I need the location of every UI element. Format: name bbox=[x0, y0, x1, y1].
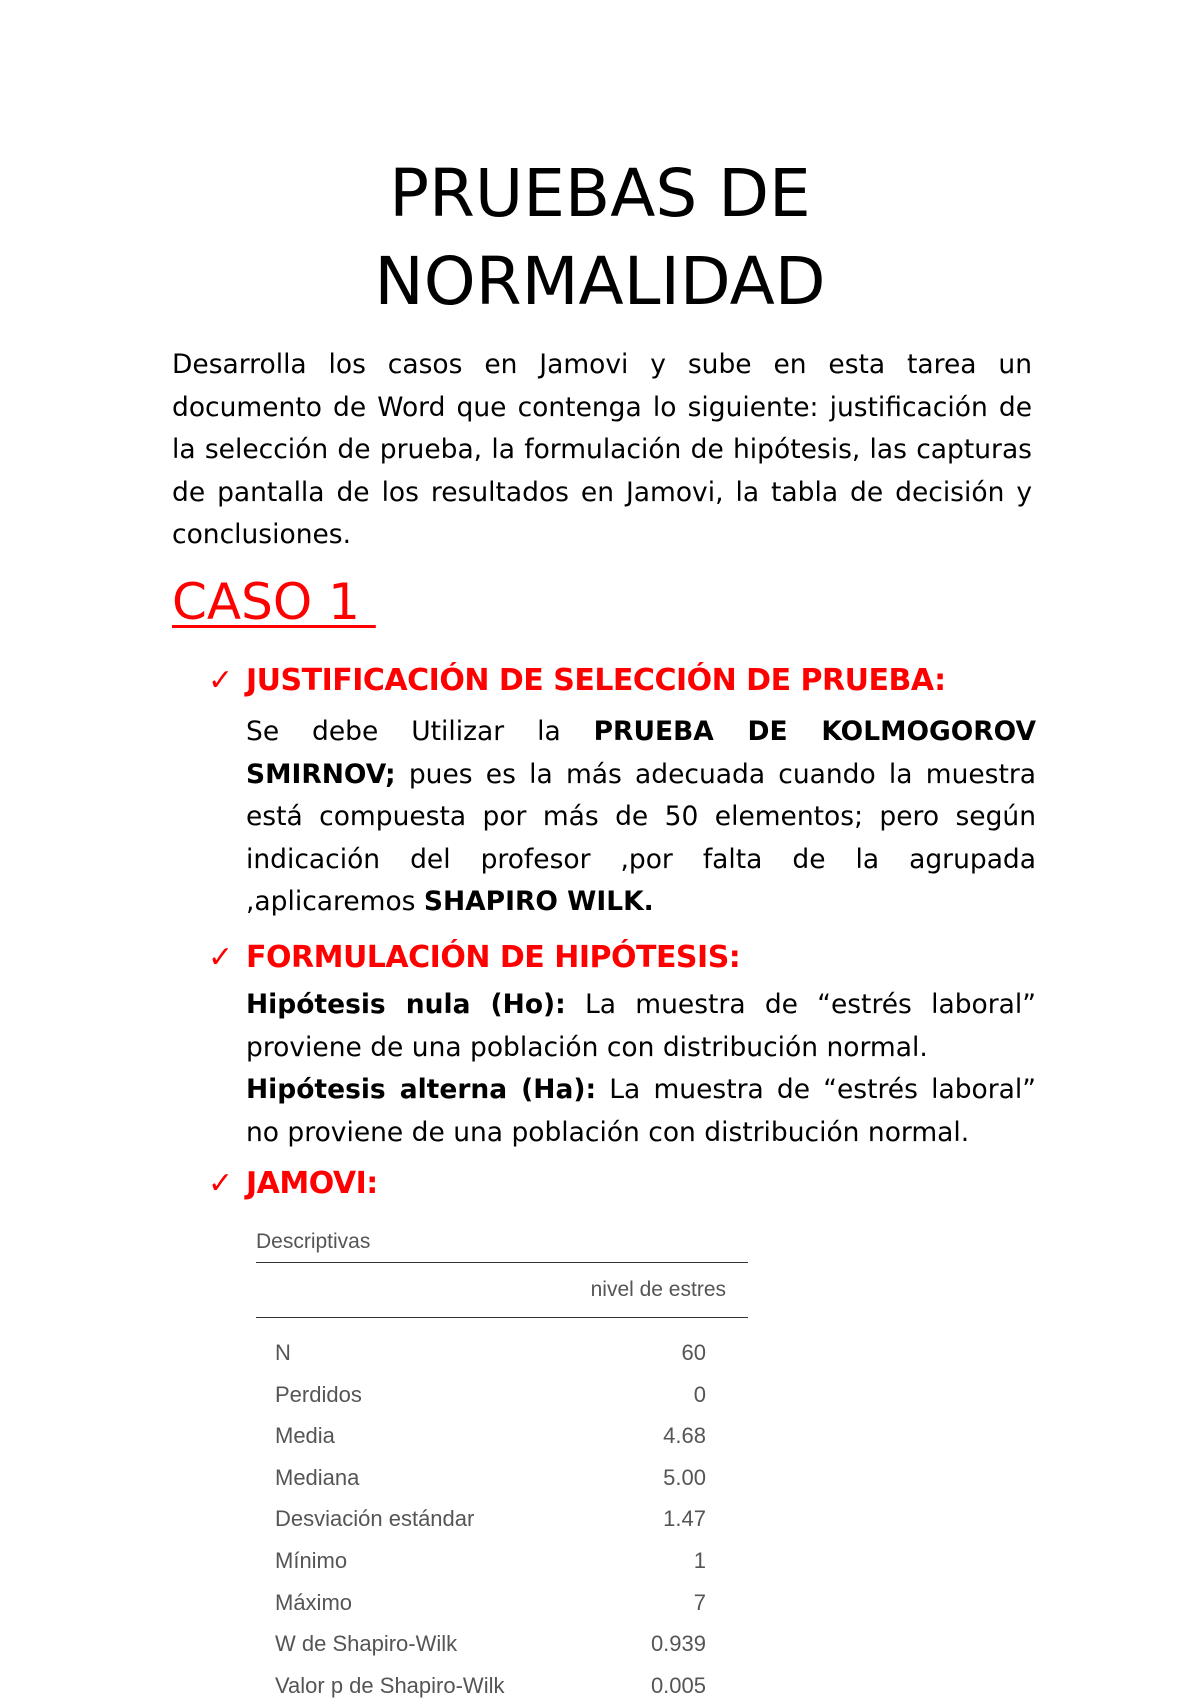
justification-section bbox=[208, 657, 1036, 924]
row-value: 4.68 bbox=[663, 1423, 706, 1449]
hypothesis-heading: FORMULACIÓN DE HIPÓTESIS: bbox=[246, 939, 741, 975]
row-value: 1 bbox=[693, 1547, 706, 1573]
null-hypothesis-text: La muestra de “estrés laboral” proviene de una población con distribución normal. bbox=[246, 989, 1036, 1063]
table-row bbox=[256, 1540, 748, 1582]
kolmogorov-smirnov-bold: PRUEBA DE KOLMOGOROV SMIRNOV; bbox=[246, 716, 1037, 790]
row-value: 0.939 bbox=[650, 1631, 706, 1657]
null-hypothesis bbox=[246, 984, 1036, 1069]
justification-text bbox=[246, 711, 1036, 924]
row-value: 0 bbox=[693, 1381, 706, 1407]
row-label: Media bbox=[275, 1423, 335, 1449]
table-column-header: nivel de estres bbox=[590, 1278, 726, 1301]
intro-paragraph: Desarrolla los casos en Jamovi y sube en esta tarea un documento de Word que contenga lo siguiente: justificación de la selección de prueba, la formulación de hipótesis, las capturas de pantalla de los resultados en Jamovi, la tabla de decisión y conclusiones. bbox=[172, 349, 1032, 550]
justification-text-start: Se debe Utilizar la bbox=[246, 716, 594, 747]
row-label: Mediana bbox=[275, 1464, 360, 1490]
document-title-line-1: PRUEBAS DE bbox=[389, 155, 811, 232]
row-label: W de Shapiro-Wilk bbox=[275, 1631, 458, 1657]
alt-hypothesis-text: La muestra de “estrés laboral” no proviene de una población con distribución normal. bbox=[246, 1074, 1036, 1148]
row-value: 1.47 bbox=[663, 1506, 706, 1532]
table-row bbox=[256, 1332, 748, 1374]
shapiro-wilk-bold: SHAPIRO WILK. bbox=[423, 886, 654, 917]
checkmark-icon: ✓ bbox=[208, 939, 233, 975]
justification-heading: JUSTIFICACIÓN DE SELECCIÓN DE PRUEBA: bbox=[246, 662, 946, 698]
document-title bbox=[0, 150, 1200, 326]
table-title: Descriptivas bbox=[256, 1230, 371, 1253]
document-title-line-2: NORMALIDAD bbox=[374, 243, 826, 320]
table-row bbox=[256, 1665, 748, 1706]
alt-hypothesis bbox=[246, 1069, 1036, 1154]
checkmark-icon: ✓ bbox=[208, 662, 233, 698]
jamovi-heading-row bbox=[208, 1160, 1036, 1206]
justification-text-middle: pues es la más adecuada cuando la muestra está compuesta por más de 50 elementos; pero según indicación del profesor ,por falta de la agrupada ,aplicaremos bbox=[246, 758, 1036, 917]
table-row bbox=[256, 1623, 748, 1665]
row-label: Desviación estándar bbox=[275, 1506, 475, 1532]
row-value: 5.00 bbox=[663, 1464, 706, 1490]
jamovi-section bbox=[208, 1160, 1036, 1206]
jamovi-descriptives-table bbox=[256, 1222, 748, 1706]
hypothesis-text bbox=[246, 984, 1036, 1154]
table-body bbox=[256, 1318, 748, 1706]
alt-hypothesis-label: Hipótesis alterna (Ha): bbox=[246, 1074, 597, 1105]
checkmark-icon: ✓ bbox=[208, 1165, 233, 1201]
null-hypothesis-label: Hipótesis nula (Ho): bbox=[246, 989, 566, 1020]
case-1-heading: CASO 1 bbox=[172, 573, 376, 631]
row-value: 7 bbox=[693, 1589, 706, 1615]
jamovi-heading: JAMOVI: bbox=[246, 1165, 378, 1201]
row-value: 0.005 bbox=[650, 1672, 706, 1698]
hypothesis-heading-row bbox=[208, 934, 1036, 980]
row-label: Perdidos bbox=[275, 1381, 362, 1407]
table-row bbox=[256, 1374, 748, 1416]
table-row bbox=[256, 1498, 748, 1540]
row-label: N bbox=[275, 1340, 291, 1365]
justification-heading-row bbox=[208, 657, 1036, 703]
hypothesis-section bbox=[208, 934, 1036, 1154]
row-label: Mínimo bbox=[275, 1547, 348, 1573]
table-row bbox=[256, 1582, 748, 1624]
table-row bbox=[256, 1457, 748, 1499]
row-value: 60 bbox=[681, 1340, 706, 1365]
row-label: Máximo bbox=[275, 1589, 353, 1615]
row-label: Valor p de Shapiro-Wilk bbox=[275, 1672, 505, 1698]
table-row bbox=[256, 1415, 748, 1457]
